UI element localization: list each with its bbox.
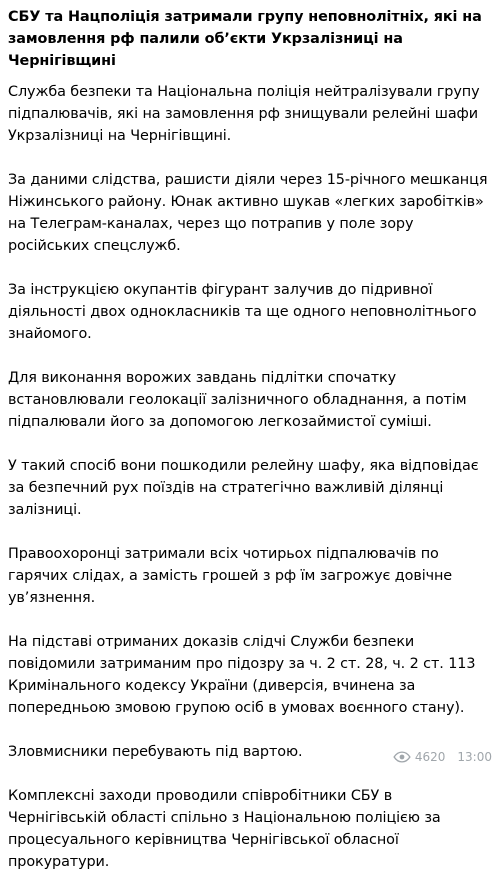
post-title: СБУ та Нацполіція затримали групу неповнолітніх, які на замовлення рф палили об’єкти Укрзалізниці на Чернігівщині xyxy=(8,9,482,69)
paragraph-9: Комплексні заходи проводили співробітники СБУ в Чернігівській області спільно з Національною поліцією за процесуального керівництва Чернігівської обласної прокуратури. xyxy=(8,788,441,870)
paragraph-1: Служба безпеки та Національна поліція нейтралізували групу підпалювачів, які на замовлення рф знищували релейні шафи Укрзалізниці на Чернігівщині. xyxy=(8,84,480,144)
message-time: 13:00 xyxy=(457,750,492,764)
paragraph-5: У такий спосіб вони пошкодили релейну шафу, яка відповідає за безпечний рух поїздів на стратегічно важливій ділянці залізниці. xyxy=(8,458,479,518)
view-count: 4620 xyxy=(414,750,446,764)
message-meta xyxy=(389,750,492,764)
paragraph-6: Правоохоронці затримали всіх чотирьох підпалювачів по гарячих слідах, а замість грошей з рф їм загрожує довічне ув’язнення. xyxy=(8,546,453,606)
paragraph-3: За інструкцією окупантів фігурант залучив до підривної діяльності двох однокласників та ще одного неповнолітнього знайомого. xyxy=(8,282,477,342)
eye-icon xyxy=(393,751,411,763)
paragraph-4: Для виконання ворожих завдань підлітки спочатку встановлювали геолокації залізничного обладнання, а потім підпалювали його за допомогою легкозаймистої суміші. xyxy=(8,370,467,430)
paragraph-8: Зловмисники перебувають під вартою. xyxy=(8,744,303,760)
paragraph-7: На підставі отриманих доказів слідчі Служби безпеки повідомили затриманим про підозру за ч. 2 ст. 28, ч. 2 ст. 113 Кримінального кодексу України (диверсія, вчинена за попередньою змовою групою осіб в умовах воєнного стану). xyxy=(8,634,476,716)
paragraph-2: За даними слідства, рашисти діяли через 15-річного мешканця Ніжинського району. Юнак активно шукав «легких заробітків» на Телеграм-каналах, через що потрапив у поле зору російських спецслужб. xyxy=(8,172,488,254)
